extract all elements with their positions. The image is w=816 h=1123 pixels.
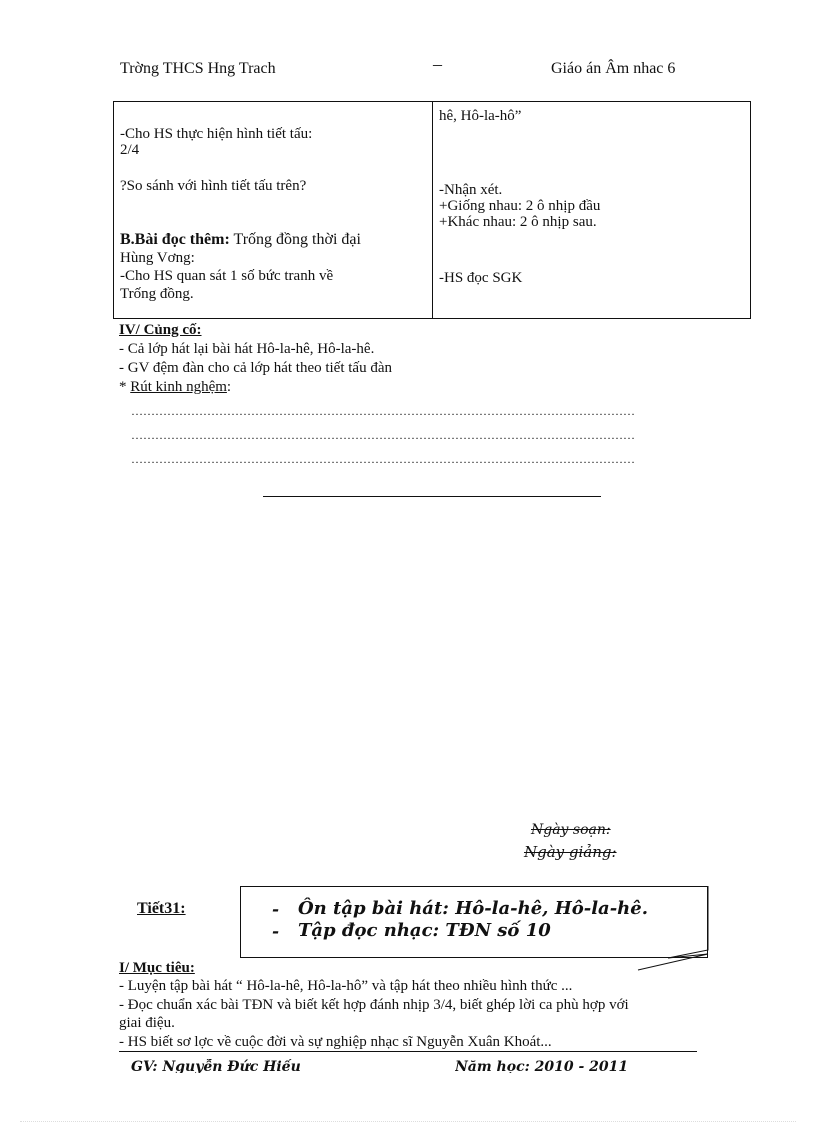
box-fold-right bbox=[668, 886, 708, 958]
dots-line-2: ……………………………………………………………………………………………………………… bbox=[131, 428, 635, 442]
activity-table bbox=[113, 101, 751, 319]
experience-star: * bbox=[119, 379, 131, 395]
lesson-item-1-dash: - bbox=[272, 900, 280, 920]
lesson-item-2: Tập đọc nhạc: TĐN số 10 bbox=[298, 920, 551, 941]
consolidate-line-2: - GV đệm đàn cho cả lớp hát theo tiết tấu đàn bbox=[119, 360, 392, 376]
table-right-top: hê, Hô-la-hô” bbox=[439, 108, 522, 124]
reading-title-bold: B.Bài đọc thêm: bbox=[120, 231, 230, 248]
footer-rule bbox=[119, 1051, 697, 1052]
section-separator bbox=[263, 496, 601, 497]
table-reading-line-3: -Cho HS quan sát 1 số bức tranh về bbox=[120, 268, 334, 284]
dots-line-3: ……………………………………………………………………………………………………………… bbox=[131, 452, 635, 466]
objectives-title: I/ Mục tiêu: bbox=[119, 960, 195, 976]
footer-year: Năm học: 2010 - 2011 bbox=[455, 1059, 629, 1073]
table-rhythm-line-1: -Cho HS thực hiện hình tiết tấu: bbox=[120, 126, 313, 142]
table-reading-line-4: Trống đồng. bbox=[120, 286, 194, 302]
lesson-item-2-dash: - bbox=[272, 922, 280, 942]
objectives-line-2: - Đọc chuẩn xác bài TĐN và biết kết hợp đánh nhịp 3/4, biết ghép lời ca phù hợp với bbox=[119, 997, 629, 1013]
table-comment-1: -Nhận xét. bbox=[439, 182, 503, 198]
objectives-line-1: - Luyện tập bài hát “ Hô-la-hê, Hô-la-hô” và tập hát theo nhiều hình thức ... bbox=[119, 978, 573, 994]
header-dash: – bbox=[433, 54, 442, 74]
date-taught: Ngày giảng: bbox=[524, 843, 617, 861]
consolidate-title: IV/ Củng cố: bbox=[119, 322, 202, 338]
table-compare-question: ?So sánh với hình tiết tấu trên? bbox=[120, 178, 307, 194]
table-comment-3: +Khác nhau: 2 ô nhịp sau. bbox=[439, 214, 597, 230]
table-rhythm-line-2: 2/4 bbox=[120, 142, 140, 158]
experience-line bbox=[119, 379, 231, 395]
objectives-line-3: giai điệu. bbox=[119, 1015, 175, 1031]
lesson-label: Tiết31: bbox=[137, 900, 186, 917]
table-divider bbox=[432, 102, 433, 318]
consolidate-line-1: - Cả lớp hát lại bài hát Hô-la-hê, Hô-la-hê. bbox=[119, 341, 375, 357]
experience-colon: : bbox=[226, 379, 232, 395]
lesson-item-1: Ôn tập bài hát: Hô-la-hê, Hô-la-hê. bbox=[298, 898, 648, 919]
footer-teacher: GV: Nguyễn Đức Hiếu bbox=[131, 1059, 301, 1073]
header-school: Trờng THCS Hng Trach bbox=[120, 60, 276, 77]
box-fold-tail bbox=[638, 954, 708, 970]
date-prepared: Ngày soạn: bbox=[531, 822, 611, 838]
table-reading-line-2: Hùng Vơng: bbox=[120, 250, 195, 266]
table-comment-2: +Giống nhau: 2 ô nhịp đầu bbox=[439, 198, 601, 214]
dots-line-1: ……………………………………………………………………………………………………………… bbox=[131, 404, 635, 418]
table-reading-title bbox=[120, 232, 361, 248]
header-subject: Giáo án Âm nhac 6 bbox=[551, 60, 676, 77]
objectives-line-4: - HS biết sơ lợc về cuộc đời và sự nghiệp nhạc sĩ Nguyễn Xuân Khoát... bbox=[119, 1034, 552, 1050]
page-bottom-edge bbox=[20, 1121, 796, 1122]
table-reading-answer: -HS đọc SGK bbox=[439, 270, 523, 286]
experience-label: Rút kinh nghệm bbox=[130, 379, 227, 395]
reading-title-rest: Trống đồng thời đại bbox=[229, 231, 361, 248]
